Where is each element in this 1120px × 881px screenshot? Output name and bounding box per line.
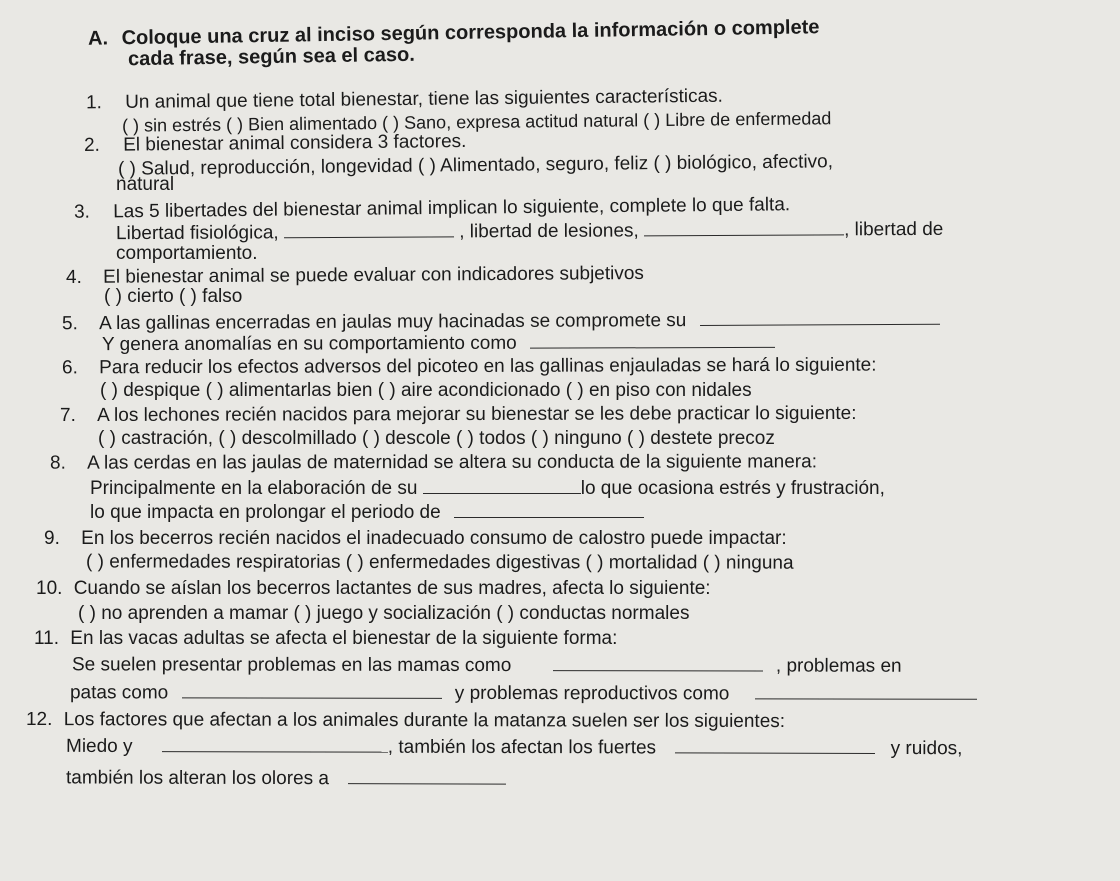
answer-blank[interactable] xyxy=(644,233,844,236)
question-11 xyxy=(34,628,617,650)
question-number: 5. xyxy=(61,313,78,335)
question-text: Los factores que afectan a los animales durante la matanza suelen ser los siguientes: xyxy=(63,709,786,732)
answer-blank[interactable] xyxy=(423,492,581,494)
question-text: Un animal que tiene total bienestar, tiene las siguientes características. xyxy=(125,85,724,113)
question-6-options: ( ) despique ( ) alimentarlas bien ( ) aire acondicionado ( ) en piso con nidales xyxy=(100,380,752,401)
question-12 xyxy=(26,709,785,733)
question-11-line3: patas como y problemas reproductivos como xyxy=(70,682,977,706)
answer-blank[interactable] xyxy=(284,235,454,238)
question-7-options: ( ) castración, ( ) descolmillado ( ) descole ( ) todos ( ) ninguno ( ) destete precoz xyxy=(98,428,775,449)
question-number: 2. xyxy=(83,134,100,157)
question-text: A las gallinas encerradas en jaulas muy hacinadas se compromete su xyxy=(99,310,687,335)
question-number: 12. xyxy=(25,709,53,731)
question-3-line3: comportamiento. xyxy=(116,243,258,264)
question-10-options: ( ) no aprenden a mamar ( ) juego y socialización ( ) conductas normales xyxy=(78,603,690,624)
question-text: A los lechones recién nacidos para mejorar su bienestar se les debe practicar lo siguiente: xyxy=(97,402,857,426)
question-number: 1. xyxy=(85,92,102,114)
answer-blank[interactable] xyxy=(700,323,940,326)
question-text: Cuando se aíslan los becerros lactantes de sus madres, afecta lo siguiente: xyxy=(73,578,711,599)
question-text: A las cerdas en las jaulas de maternidad se altera su conducta de la siguiente manera: xyxy=(87,451,818,474)
question-8 xyxy=(50,451,817,474)
question-6 xyxy=(62,355,877,380)
answer-blank[interactable] xyxy=(675,751,875,754)
question-4-options: ( ) cierto ( ) falso xyxy=(104,286,243,307)
question-11-line2: Se suelen presentar problemas en las mamas como , problemas en xyxy=(71,654,902,677)
question-number: 7. xyxy=(59,405,76,427)
question-text: El bienestar animal considera 3 factores. xyxy=(123,130,467,156)
question-text: El bienestar animal se puede evaluar con indicadores subjetivos xyxy=(103,262,644,288)
question-text: Las 5 libertades del bienestar animal implican lo siguiente, complete lo que falta. xyxy=(113,194,791,223)
section-instruction-line1: Coloque una cruz al inciso según corresponda la información o complete xyxy=(121,16,820,50)
question-number: 4. xyxy=(65,266,82,289)
question-number: 10. xyxy=(36,578,63,599)
section-letter: A. xyxy=(87,27,109,50)
question-number: 9. xyxy=(44,528,60,549)
question-5 xyxy=(62,309,940,336)
question-2 xyxy=(84,131,467,157)
question-9-options: ( ) enfermedades respiratorias ( ) enfermedades digestivas ( ) mortalidad ( ) ninguna xyxy=(85,551,794,574)
answer-blank[interactable] xyxy=(755,697,977,699)
question-10 xyxy=(36,578,711,600)
answer-blank[interactable] xyxy=(348,782,506,784)
section-a-heading xyxy=(88,16,820,49)
question-7 xyxy=(60,403,857,427)
question-12-line2: Miedo y , también los afectan los fuertes y ruidos, xyxy=(65,735,963,760)
question-text: En las vacas adultas se afecta el bienestar de la siguiente forma: xyxy=(70,628,618,649)
question-2-options-line2: natural xyxy=(116,174,175,195)
answer-blank[interactable] xyxy=(553,669,763,671)
answer-blank[interactable] xyxy=(162,750,388,753)
question-number: 6. xyxy=(61,357,78,379)
question-number: 8. xyxy=(49,452,66,474)
question-text: En los becerros recién nacidos el inadecuado consumo de calostro puede impactar: xyxy=(81,528,787,549)
question-8-line2: Principalmente en la elaboración de su lo que ocasiona estrés y frustración, xyxy=(90,478,885,499)
question-3-line2: Libertad fisiológica, , libertad de lesiones, , libertad de xyxy=(115,218,944,245)
answer-blank[interactable] xyxy=(182,696,442,698)
question-5-line2: Y genera anomalías en su comportamiento como xyxy=(102,332,775,356)
question-9 xyxy=(44,528,787,550)
question-1-options: ( ) sin estrés ( ) Bien alimentado ( ) Sano, expresa actitud natural ( ) Libre de enfermedad xyxy=(121,108,832,136)
question-2-options-line1: ( ) Salud, reproducción, longevidad ( ) Alimentado, seguro, feliz ( ) biológico, afectivo, xyxy=(117,151,834,180)
question-text: Para reducir los efectos adversos del picoteo en las gallinas enjauladas se hará lo siguiente: xyxy=(99,354,877,379)
answer-blank[interactable] xyxy=(530,346,775,349)
question-number: 11. xyxy=(34,628,60,649)
answer-blank[interactable] xyxy=(454,516,644,518)
section-instruction-line2: cada frase, según sea el caso. xyxy=(127,43,415,71)
question-12-line3: también los alteran los olores a xyxy=(66,767,506,790)
question-number: 3. xyxy=(73,201,90,223)
question-8-line3: lo que impacta en prolongar el periodo de xyxy=(90,502,644,524)
